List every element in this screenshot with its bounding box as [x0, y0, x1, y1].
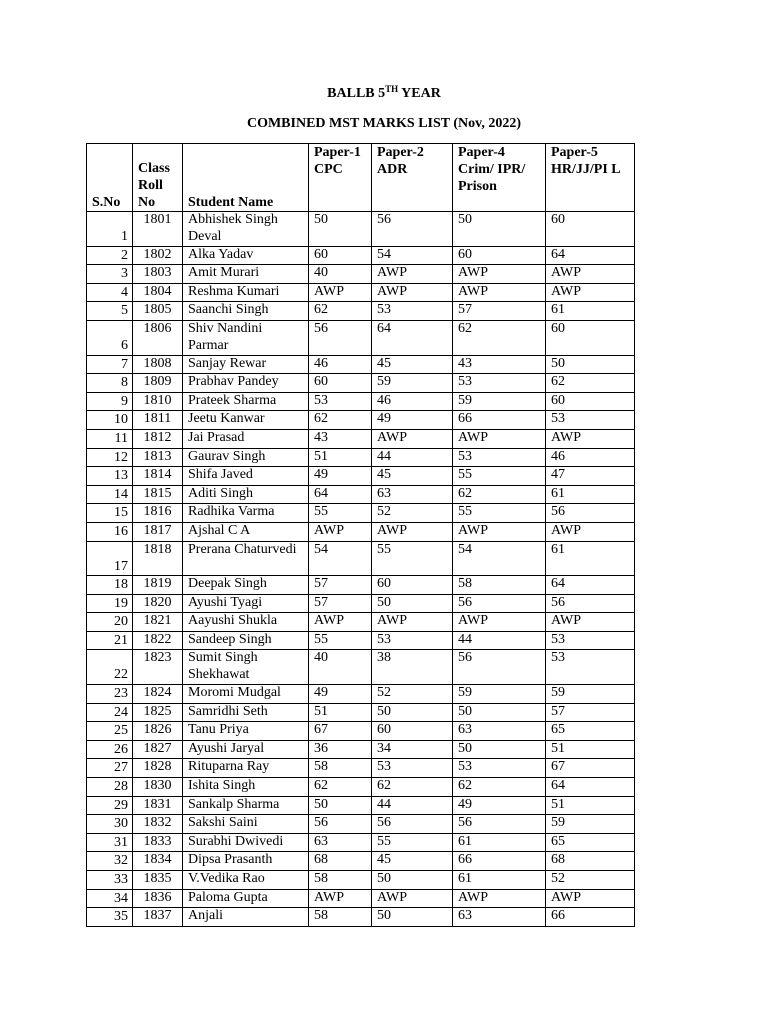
cell-paper2: 50	[372, 871, 453, 890]
cell-roll: 1822	[133, 631, 183, 650]
cell-paper2: 52	[372, 685, 453, 704]
cell-paper1: 40	[309, 265, 372, 284]
cell-sno: 24	[87, 703, 133, 722]
table-row	[87, 650, 635, 685]
cell-roll: 1811	[133, 411, 183, 430]
cell-paper5: 60	[546, 320, 635, 355]
cell-sno: 29	[87, 796, 133, 815]
cell-roll: 1802	[133, 246, 183, 265]
cell-paper4: 58	[453, 576, 546, 595]
cell-paper5: AWP	[546, 522, 635, 541]
cell-sno: 2	[87, 246, 133, 265]
cell-roll: 1831	[133, 796, 183, 815]
cell-sno: 28	[87, 778, 133, 797]
table-row	[87, 796, 635, 815]
cell-paper1: 64	[309, 485, 372, 504]
cell-sno: 22	[87, 650, 133, 685]
cell-paper4: 49	[453, 796, 546, 815]
cell-student-name: Shifa Javed	[183, 467, 309, 486]
cell-paper4: 59	[453, 685, 546, 704]
cell-sno: 17	[87, 541, 133, 576]
cell-paper4: 44	[453, 631, 546, 650]
cell-student-name: Prateek Sharma	[183, 392, 309, 411]
table-row	[87, 908, 635, 927]
title-superscript: TH	[385, 84, 399, 94]
cell-paper5: 53	[546, 411, 635, 430]
cell-paper5: 52	[546, 871, 635, 890]
table-row	[87, 576, 635, 595]
table-row	[87, 355, 635, 374]
cell-student-name: Radhika Varma	[183, 504, 309, 523]
table-row	[87, 392, 635, 411]
cell-paper1: 43	[309, 429, 372, 448]
cell-sno: 30	[87, 815, 133, 834]
cell-student-name: Abhishek Singh Deval	[183, 212, 309, 247]
cell-student-name: Rituparna Ray	[183, 759, 309, 778]
cell-paper4: 50	[453, 212, 546, 247]
cell-roll: 1813	[133, 448, 183, 467]
table-row	[87, 448, 635, 467]
cell-roll: 1823	[133, 650, 183, 685]
cell-paper5: 47	[546, 467, 635, 486]
cell-sno: 16	[87, 522, 133, 541]
cell-paper5: 53	[546, 631, 635, 650]
table-row	[87, 815, 635, 834]
cell-student-name: Ayushi Jaryal	[183, 740, 309, 759]
cell-roll: 1827	[133, 740, 183, 759]
cell-sno: 34	[87, 889, 133, 908]
cell-paper2: AWP	[372, 889, 453, 908]
cell-paper2: 38	[372, 650, 453, 685]
column-header-name: Student Name	[183, 144, 309, 212]
table-row	[87, 703, 635, 722]
table-row	[87, 265, 635, 284]
cell-roll: 1828	[133, 759, 183, 778]
cell-paper4: 63	[453, 722, 546, 741]
cell-roll: 1805	[133, 302, 183, 321]
cell-paper5: 51	[546, 796, 635, 815]
cell-paper5: 57	[546, 703, 635, 722]
cell-sno: 23	[87, 685, 133, 704]
cell-sno: 14	[87, 485, 133, 504]
cell-sno: 26	[87, 740, 133, 759]
cell-paper2: 52	[372, 504, 453, 523]
cell-paper1: 46	[309, 355, 372, 374]
cell-paper4: 62	[453, 320, 546, 355]
cell-sno: 31	[87, 833, 133, 852]
cell-paper5: 66	[546, 908, 635, 927]
cell-paper1: 54	[309, 541, 372, 576]
cell-student-name: Sumit Singh Shekhawat	[183, 650, 309, 685]
cell-roll: 1833	[133, 833, 183, 852]
cell-paper5: AWP	[546, 265, 635, 284]
cell-sno: 27	[87, 759, 133, 778]
cell-roll: 1809	[133, 374, 183, 393]
cell-paper4: 59	[453, 392, 546, 411]
cell-paper2: 34	[372, 740, 453, 759]
cell-roll: 1804	[133, 283, 183, 302]
cell-paper5: 51	[546, 740, 635, 759]
column-header-paper5: Paper-5 HR/JJ/PI L	[546, 144, 635, 212]
cell-paper2: AWP	[372, 613, 453, 632]
cell-roll: 1816	[133, 504, 183, 523]
cell-paper5: 59	[546, 815, 635, 834]
cell-paper5: 62	[546, 374, 635, 393]
cell-paper2: AWP	[372, 429, 453, 448]
cell-sno: 33	[87, 871, 133, 890]
cell-roll: 1806	[133, 320, 183, 355]
cell-paper4: 56	[453, 594, 546, 613]
cell-sno: 9	[87, 392, 133, 411]
cell-paper5: 67	[546, 759, 635, 778]
cell-student-name: Aditi Singh	[183, 485, 309, 504]
table-row	[87, 246, 635, 265]
cell-paper4: 53	[453, 759, 546, 778]
cell-paper4: 43	[453, 355, 546, 374]
cell-paper5: 56	[546, 504, 635, 523]
cell-paper4: 56	[453, 650, 546, 685]
cell-roll: 1835	[133, 871, 183, 890]
cell-paper4: 54	[453, 541, 546, 576]
cell-paper2: 53	[372, 759, 453, 778]
cell-sno: 6	[87, 320, 133, 355]
cell-paper4: 57	[453, 302, 546, 321]
cell-student-name: Jai Prasad	[183, 429, 309, 448]
cell-roll: 1817	[133, 522, 183, 541]
cell-paper2: 59	[372, 374, 453, 393]
cell-paper2: 44	[372, 796, 453, 815]
cell-sno: 4	[87, 283, 133, 302]
cell-roll: 1825	[133, 703, 183, 722]
cell-paper2: 56	[372, 212, 453, 247]
cell-paper4: 53	[453, 448, 546, 467]
cell-roll: 1836	[133, 889, 183, 908]
cell-sno: 7	[87, 355, 133, 374]
cell-paper4: 66	[453, 411, 546, 430]
cell-student-name: Gaurav Singh	[183, 448, 309, 467]
cell-student-name: Prerana Chaturvedi	[183, 541, 309, 576]
cell-sno: 1	[87, 212, 133, 247]
cell-sno: 21	[87, 631, 133, 650]
cell-paper4: AWP	[453, 889, 546, 908]
cell-student-name: Sandeep Singh	[183, 631, 309, 650]
table-row	[87, 212, 635, 247]
cell-student-name: Paloma Gupta	[183, 889, 309, 908]
cell-sno: 13	[87, 467, 133, 486]
cell-paper5: 65	[546, 722, 635, 741]
cell-roll: 1824	[133, 685, 183, 704]
cell-student-name: Alka Yadav	[183, 246, 309, 265]
cell-student-name: Ayushi Tyagi	[183, 594, 309, 613]
cell-paper5: 65	[546, 833, 635, 852]
cell-paper4: AWP	[453, 522, 546, 541]
cell-paper2: 55	[372, 541, 453, 576]
table-row	[87, 485, 635, 504]
cell-paper5: 56	[546, 594, 635, 613]
cell-roll: 1815	[133, 485, 183, 504]
column-header-paper4: Paper-4 Crim/ IPR/ Prison	[453, 144, 546, 212]
cell-paper2: 44	[372, 448, 453, 467]
cell-paper1: 49	[309, 685, 372, 704]
cell-paper5: 68	[546, 852, 635, 871]
cell-paper5: 64	[546, 246, 635, 265]
cell-roll: 1810	[133, 392, 183, 411]
cell-paper2: 49	[372, 411, 453, 430]
cell-paper2: 60	[372, 722, 453, 741]
cell-paper4: 62	[453, 778, 546, 797]
cell-roll: 1803	[133, 265, 183, 284]
cell-student-name: Reshma Kumari	[183, 283, 309, 302]
table-row	[87, 852, 635, 871]
cell-paper2: AWP	[372, 522, 453, 541]
cell-paper4: 60	[453, 246, 546, 265]
cell-paper4: AWP	[453, 613, 546, 632]
cell-paper4: 61	[453, 833, 546, 852]
cell-paper4: 55	[453, 467, 546, 486]
cell-student-name: Tanu Priya	[183, 722, 309, 741]
cell-sno: 18	[87, 576, 133, 595]
cell-paper1: 50	[309, 212, 372, 247]
cell-paper5: 61	[546, 541, 635, 576]
cell-paper2: 46	[372, 392, 453, 411]
table-row	[87, 283, 635, 302]
cell-paper4: 50	[453, 740, 546, 759]
cell-roll: 1808	[133, 355, 183, 374]
title-prefix: BALLB 5	[327, 86, 386, 101]
cell-paper1: 60	[309, 246, 372, 265]
table-row	[87, 740, 635, 759]
cell-paper5: 64	[546, 778, 635, 797]
cell-student-name: Prabhav Pandey	[183, 374, 309, 393]
cell-paper4: 62	[453, 485, 546, 504]
cell-paper5: 46	[546, 448, 635, 467]
cell-paper1: 68	[309, 852, 372, 871]
cell-paper1: AWP	[309, 613, 372, 632]
cell-student-name: V.Vedika Rao	[183, 871, 309, 890]
cell-student-name: Anjali	[183, 908, 309, 927]
cell-student-name: Aayushi Shukla	[183, 613, 309, 632]
cell-paper4: 55	[453, 504, 546, 523]
cell-roll: 1820	[133, 594, 183, 613]
cell-paper1: 36	[309, 740, 372, 759]
cell-paper5: 59	[546, 685, 635, 704]
cell-paper2: 50	[372, 908, 453, 927]
cell-paper1: AWP	[309, 522, 372, 541]
cell-paper5: 53	[546, 650, 635, 685]
cell-student-name: Ajshal C A	[183, 522, 309, 541]
cell-sno: 20	[87, 613, 133, 632]
column-header-paper2: Paper-2 ADR	[372, 144, 453, 212]
cell-student-name: Surabhi Dwivedi	[183, 833, 309, 852]
table-row	[87, 722, 635, 741]
cell-paper1: 62	[309, 778, 372, 797]
cell-paper2: 55	[372, 833, 453, 852]
cell-paper4: 50	[453, 703, 546, 722]
cell-paper2: 50	[372, 594, 453, 613]
cell-student-name: Moromi Mudgal	[183, 685, 309, 704]
cell-roll: 1821	[133, 613, 183, 632]
cell-paper5: 61	[546, 485, 635, 504]
cell-paper1: 53	[309, 392, 372, 411]
cell-paper5: 64	[546, 576, 635, 595]
cell-paper2: 45	[372, 467, 453, 486]
table-row	[87, 467, 635, 486]
cell-student-name: Jeetu Kanwar	[183, 411, 309, 430]
cell-paper1: 58	[309, 908, 372, 927]
cell-paper5: AWP	[546, 429, 635, 448]
cell-paper1: 67	[309, 722, 372, 741]
cell-student-name: Ishita Singh	[183, 778, 309, 797]
cell-student-name: Samridhi Seth	[183, 703, 309, 722]
cell-paper1: 55	[309, 631, 372, 650]
cell-sno: 8	[87, 374, 133, 393]
table-row	[87, 833, 635, 852]
cell-paper5: AWP	[546, 613, 635, 632]
cell-paper2: 53	[372, 302, 453, 321]
cell-roll: 1801	[133, 212, 183, 247]
cell-paper4: 56	[453, 815, 546, 834]
cell-sno: 10	[87, 411, 133, 430]
table-row	[87, 778, 635, 797]
table-row	[87, 522, 635, 541]
cell-paper5: 60	[546, 212, 635, 247]
table-row	[87, 871, 635, 890]
table-row	[87, 631, 635, 650]
column-header-paper1: Paper-1 CPC	[309, 144, 372, 212]
cell-paper1: 58	[309, 759, 372, 778]
cell-sno: 12	[87, 448, 133, 467]
cell-roll: 1814	[133, 467, 183, 486]
document-title	[0, 86, 768, 102]
cell-paper4: AWP	[453, 429, 546, 448]
document-subtitle: COMBINED MST MARKS LIST (Nov, 2022)	[246, 116, 522, 131]
cell-roll: 1832	[133, 815, 183, 834]
table-row	[87, 594, 635, 613]
cell-paper2: AWP	[372, 265, 453, 284]
cell-paper4: 53	[453, 374, 546, 393]
table-header-row	[87, 144, 635, 212]
table-row	[87, 889, 635, 908]
cell-student-name: Shiv Nandini Parmar	[183, 320, 309, 355]
cell-paper4: AWP	[453, 283, 546, 302]
cell-student-name: Amit Murari	[183, 265, 309, 284]
cell-paper5: 60	[546, 392, 635, 411]
cell-paper5: 50	[546, 355, 635, 374]
table-body	[87, 212, 635, 927]
cell-roll: 1830	[133, 778, 183, 797]
cell-paper2: 45	[372, 852, 453, 871]
cell-paper1: 56	[309, 815, 372, 834]
cell-roll: 1819	[133, 576, 183, 595]
cell-paper2: 56	[372, 815, 453, 834]
cell-roll: 1834	[133, 852, 183, 871]
title-suffix: YEAR	[398, 86, 441, 101]
cell-paper2: 63	[372, 485, 453, 504]
cell-sno: 35	[87, 908, 133, 927]
marks-table	[86, 143, 635, 927]
cell-paper4: 61	[453, 871, 546, 890]
table-row	[87, 759, 635, 778]
cell-paper1: 58	[309, 871, 372, 890]
table-row	[87, 320, 635, 355]
cell-paper1: AWP	[309, 889, 372, 908]
cell-paper1: 57	[309, 576, 372, 595]
cell-paper1: 56	[309, 320, 372, 355]
table-row	[87, 429, 635, 448]
cell-student-name: Deepak Singh	[183, 576, 309, 595]
cell-student-name: Dipsa Prasanth	[183, 852, 309, 871]
cell-paper2: 62	[372, 778, 453, 797]
cell-sno: 32	[87, 852, 133, 871]
cell-paper1: 51	[309, 703, 372, 722]
cell-paper1: 63	[309, 833, 372, 852]
column-header-roll: Class Roll No	[133, 144, 183, 212]
table-row	[87, 504, 635, 523]
table-row	[87, 374, 635, 393]
table-row	[87, 411, 635, 430]
table-row	[87, 613, 635, 632]
cell-sno: 25	[87, 722, 133, 741]
cell-paper1: AWP	[309, 283, 372, 302]
cell-student-name: Sankalp Sharma	[183, 796, 309, 815]
cell-sno: 15	[87, 504, 133, 523]
cell-student-name: Saanchi Singh	[183, 302, 309, 321]
cell-paper1: 40	[309, 650, 372, 685]
cell-paper5: AWP	[546, 283, 635, 302]
cell-paper2: 54	[372, 246, 453, 265]
cell-paper4: AWP	[453, 265, 546, 284]
cell-paper1: 60	[309, 374, 372, 393]
cell-paper1: 50	[309, 796, 372, 815]
cell-paper2: 45	[372, 355, 453, 374]
cell-sno: 5	[87, 302, 133, 321]
cell-sno: 11	[87, 429, 133, 448]
cell-roll: 1837	[133, 908, 183, 927]
cell-paper5: 61	[546, 302, 635, 321]
cell-sno: 19	[87, 594, 133, 613]
cell-paper1: 49	[309, 467, 372, 486]
cell-paper2: AWP	[372, 283, 453, 302]
cell-paper4: 66	[453, 852, 546, 871]
cell-paper1: 57	[309, 594, 372, 613]
cell-paper5: AWP	[546, 889, 635, 908]
cell-paper4: 63	[453, 908, 546, 927]
cell-sno: 3	[87, 265, 133, 284]
cell-roll: 1812	[133, 429, 183, 448]
cell-paper1: 55	[309, 504, 372, 523]
cell-roll: 1826	[133, 722, 183, 741]
cell-paper2: 64	[372, 320, 453, 355]
cell-paper1: 62	[309, 411, 372, 430]
cell-roll: 1818	[133, 541, 183, 576]
table-row	[87, 685, 635, 704]
cell-paper2: 50	[372, 703, 453, 722]
cell-paper1: 62	[309, 302, 372, 321]
cell-paper1: 51	[309, 448, 372, 467]
column-header-sno: S.No	[87, 144, 133, 212]
table-row	[87, 541, 635, 576]
cell-student-name: Sakshi Saini	[183, 815, 309, 834]
cell-student-name: Sanjay Rewar	[183, 355, 309, 374]
table-row	[87, 302, 635, 321]
cell-paper2: 53	[372, 631, 453, 650]
cell-paper2: 60	[372, 576, 453, 595]
